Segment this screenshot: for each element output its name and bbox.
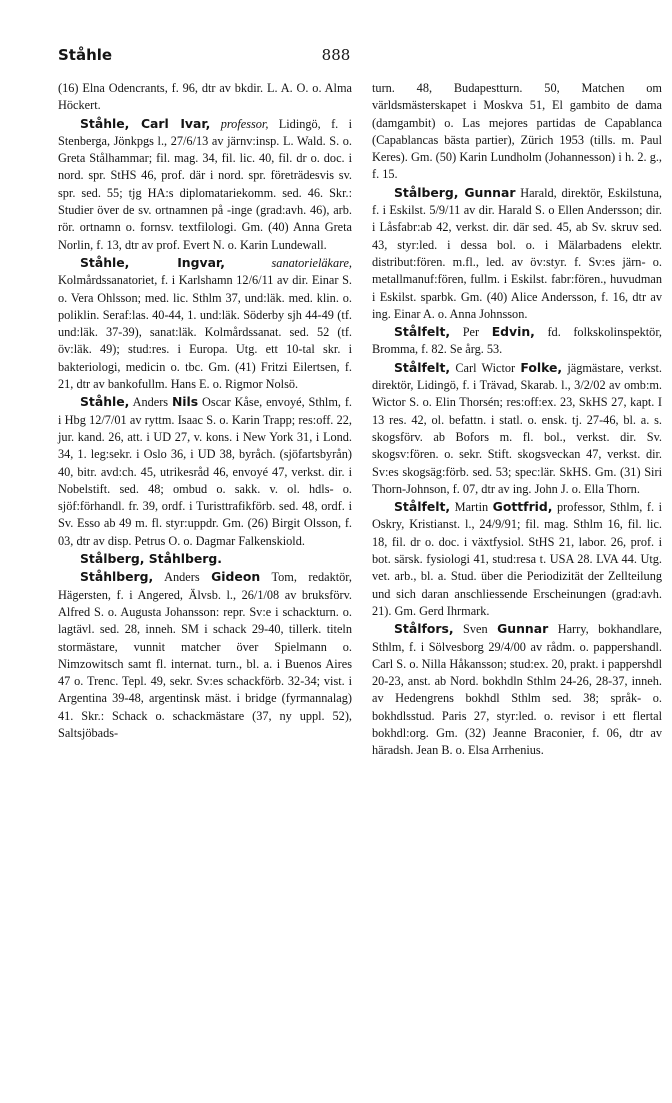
entry-given-names: Carl Wictor [450, 360, 521, 375]
biography-entry [58, 115, 352, 254]
running-head: Ståhle [58, 46, 113, 64]
entry-given-names: Anders [129, 395, 172, 410]
entry-call-name: Folke, [520, 359, 563, 375]
entry-given-names: Per [450, 325, 492, 340]
cross-reference [58, 550, 352, 568]
entry-text: professor, Sthlm, f. i Oskry, Kristianst. l., 24/9/91; fil. mag. Sthlm 16, fil. lic. 18, fil. dr o. doc. i växtfysiol. StHS 21, labor. 26, prof. i bot. särsk. fysiologi 41, stud:resa t. USA 28. LVA 44. Utg. vet. arb., bl. a. Stud. über die Periodizität der Zellteilung und sich daran anschliessende Erscheinungen (grad:avh. 21). Gm. Gerd Ihrmark. [372, 500, 662, 618]
entry-call-name: Edvin, [491, 324, 535, 340]
entry-call-name: Nils [171, 394, 199, 410]
entry-name: Ståhle, Carl Ivar, [80, 115, 211, 131]
biography-entry [372, 498, 662, 620]
entry-text: Oscar Kåse, envoyé, Sthlm, f. i Hbg 12/7/01 av ryttm. Isaac S. o. Karin Trapp; res:off. 22, jur. kand. 26, att. i UD 27, v. kons. i New York 31, i Lond. 34, 1. leg:sekr. i Oslo 36, i UD 38, byråch. (sjöfartsbyrån) 40, bitr. avd:ch. 45, utrikesråd 46, envoyé 47, verkst. dir. i Nobelstift. sed. 48; ombud o. sakk. v. ol. hdls- o. sjöf:förhandl. fr. 39, ordf. i Turisttrafikförb. sed. 48, ordf. i Sv. Esso ab 49 m. fl. styr:uppdr. Gm. (26) Birgit Olsson, f. 03, dtr av disp. Petrus O. o. Dagmar Falkenskiold. [58, 395, 352, 548]
biography-entry [58, 568, 352, 742]
entry-text: Harry, bokhandlare, Sthlm, f. i Sölvesborg 29/4/00 av rådm. o. pappershandl. Carl S. o. Nilla Håkansson; stud:ex. 20, prakt. i pappershdl 20-23, anst. ab Nord. bokhdln Sthlm 24-26, 28-37, inneh. av Hedengrens bokhdl Sthlm sed. 38; språk- o. bokhdlsstud. Paris 27, styr:led. o. revisor i ett flertal bokhdl:org. Gm. (32) Jeanne Braconier, f. 06, dtr av häradsh. Jean B. o. Elsa Arrhenius. [372, 622, 662, 758]
biography-entry: (16) Elna Odencrants, f. 96, dtr av bkdir. L. A. O. o. Alma Höckert. [58, 81, 352, 113]
entry-name: Stålfelt, [394, 324, 451, 340]
biography-entry: turn. 48, Budapestturn. 50, Matchen om världsmästerskapet i Moskva 51, El gambito de dama (damgambit) o. Las mejores partidas de Capablanca (Capablancas bästa partier), Zürich 1953 (tills. m. Paul Keres). Gm. (50) Karin Lundholm (Johannesson) i h. 2. g., f. 15. [372, 81, 662, 182]
entry-name: Stålberg, Ståhlberg. [80, 551, 222, 567]
entry-name: Ståhle, [80, 394, 130, 410]
biography-entry [372, 620, 662, 759]
biography-entry [58, 254, 352, 393]
entry-text: fd. folkskolinspektör, Bromma, f. 82. Se årg. 53. [372, 325, 662, 357]
entry-name: Stålberg, Gunnar [394, 184, 516, 200]
entry-text: Kolmårdssanatoriet, f. i Karlshamn 12/6/11 av dir. Einar S. o. Vera Ohlsson; med. lic. Sthlm 37, und:läk. med. klin. o. poliklin. Seraf:las. 40-44, 1. und:läk. Söderby sjh 44-49 (tf. und:läk. 37-39), sanat:läk. Kolmårdssanat. sed. 52 (tf. öv:läk. 49); stud:res. i Europa. Utg. ett 10-tal skr. i bakteriologi, medicin o. tbc. Gm. (41) Fritzi Eilertsen, f. 21, dtr av bankofullm. Hans E. o. Rigmor Nolsö. [58, 273, 352, 392]
entry-given-names: Sven [453, 622, 498, 637]
biography-entry [372, 323, 662, 359]
entry-occupation: sanatorieläkare, [271, 255, 353, 270]
entry-name: Stålfelt, [394, 359, 451, 375]
entry-name: Stålfors, [394, 621, 454, 637]
biography-entry [372, 184, 662, 323]
biography-entry [372, 359, 662, 498]
right-column [372, 80, 662, 760]
entry-text: Lidingö, f. i Stenberga, Jönkpgs l., 27/6/13 av järnv:insp. L. Wald. S. o. Greta Stålhammar; fil. mag. 34, fil. lic. 40, fil. dr o. doc. i nord. spr. StHS 46, prof. där i nord. spr. företrädesvis sv. spr. sed. 55; tjg HA:s diplomatariekomm. sed. 46. Skr.: Studier över de sv. ortnamnen på -inge (grad:avh. 46), arb. rör. ortnamn o. fornsv. textfilologi. Gm. (40) Anna Greta Norlin, f. 13, dtr av prof. Evert N. o. Karin Lundewall. [58, 116, 352, 252]
page-number: 888 [321, 46, 351, 64]
left-column [58, 80, 352, 742]
entry-name: Stålfelt, [394, 499, 451, 515]
entry-call-name: Gottfrid, [492, 499, 553, 515]
entry-occupation: professor, [220, 116, 269, 131]
biography-entry [58, 393, 352, 550]
entry-text: Harald, direktör, Eskilstuna, f. i Eskilst. 5/9/11 av dir. Harald S. o Ellen Andersson; dir. i Låsfabr:ab 42, verkst. dir. där sed. 45, ab Sv. skruv sed. 43, styr:led. i dessa bol. o. i Mälarbadens elektr. distribut:fören. m.fl., led. av öv:styr. f. Sv:es järn- o. metallmanuf:fören, fullm. i Eskilst. fabr:fören., huvudman i Eskilst. sparbk. Gm. (40) Alice Andersson, f. 16, dtr av ing. Einar A. o. Anna Johnsson. [372, 185, 662, 321]
entry-given-names: Martin [450, 500, 493, 515]
entry-name: Ståhlberg, [80, 569, 154, 585]
entry-text: jägmästare, verkst. direktör, Lidingö, f. i Trävad, Skarab. l., 3/2/02 av omb:m. Wictor S. o. Elin Thorsén; res:off:ex. 23, SkHS 27, kapt. I 13 res. 42, ol. befattn. i statl. o. ensk. tj. 27-46, bl. a. s. skogsförv. ab Bofors m. fl. bol., verkst. dir. Sv. skogsv:fören. o. sekr. Stift. skogsveckan 47, verkst. dir. Sv:es skogsäg:förb. sed. 53; spec:lär. SkHS. Gm. (31) Siri Thorn-Johnson, f. 07, dtr av ing. John J. o. Ella Thorn. [372, 360, 663, 496]
entry-given-names: Anders [153, 570, 212, 585]
entry-call-name: Gunnar [497, 621, 549, 637]
entry-call-name: Gideon [211, 569, 261, 585]
entry-name: Ståhle, Ingvar, [80, 254, 225, 270]
entry-text: Tom, redaktör, Hägersten, f. i Angered, Älvsb. l., 26/1/08 av bruksförv. Alfred S. o. Augusta Johansson: repr. Sv:e i schackturn. o. lagtävl. sed. 28, inneh. SM i schack 29-40, tillerk. titeln stormästare, vunnit matcher över Spielmann o. Nimzowitsch samt fl. internat. turn., bl. a. i Buenos Aires 47 o. Trenc. Tepl. 49, sekr. Sv:es schackförb. 32-34; vist. i Argentina 39-48, argentinsk mäst. i bridge (fyrmannalag) 41. Skr.: Schack o. schackmästare (37, ny uppl. 52), Saltsjöbads- [58, 570, 352, 740]
